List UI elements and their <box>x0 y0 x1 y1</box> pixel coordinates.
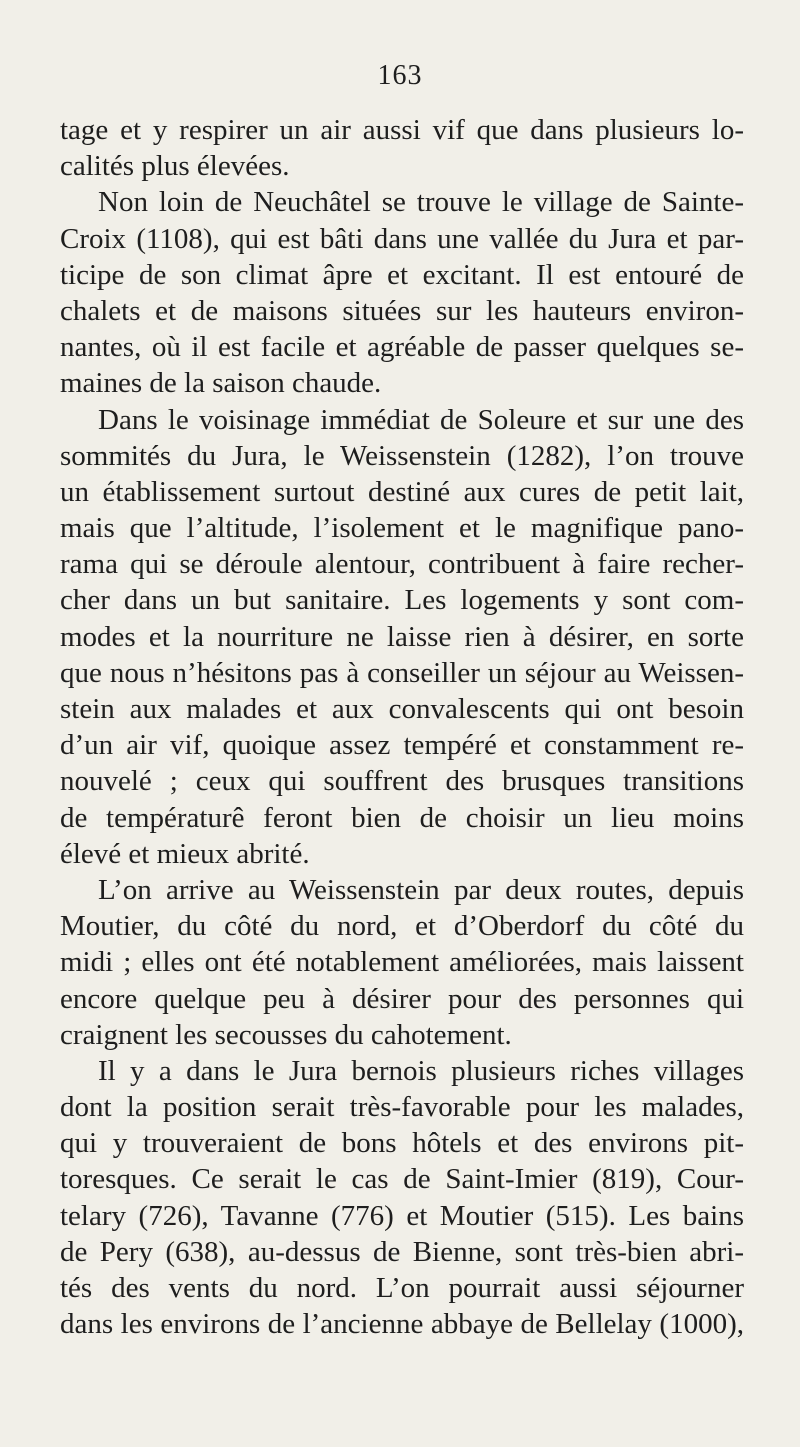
text-line: modes et la nourriture ne laisse rien à désirer, en sorte <box>60 620 744 653</box>
text-line: dont la position serait très-favorable pour les malades, <box>60 1091 744 1124</box>
text-line: un établissement surtout destiné aux cures de petit lait, <box>60 475 744 508</box>
text-line: stein aux malades et aux convalescents qui ont besoin <box>60 693 744 725</box>
text-line: Croix (1108), qui est bâti dans une vallée du Jura et par- <box>60 222 744 255</box>
text-line: telary (726), Tavanne (776) et Moutier (515). Les bains <box>60 1199 744 1232</box>
text-line: Dans le voisinage immédiat de Soleure et sur une des <box>98 403 744 436</box>
text-line: tage et y respirer un air aussi vif que dans plusieurs lo- <box>60 114 744 146</box>
text-line: de Pery (638), au-dessus de Bienne, sont très-bien abri- <box>60 1235 744 1268</box>
text-line: de températurê feront bien de choisir un lieu moins <box>60 801 744 834</box>
text-line: encore quelque peu à désirer pour des personnes qui <box>60 982 744 1015</box>
text-line: sommités du Jura, le Weissenstein (1282), l’on trouve <box>60 439 744 472</box>
text-line: toresques. Ce serait le cas de Saint-Imier (819), Cour- <box>60 1163 744 1196</box>
text-line: mais que l’altitude, l’isolement et le magnifique pano- <box>60 512 744 545</box>
text-line: que nous n’hésitons pas à conseiller un séjour au Weissen- <box>60 656 744 689</box>
text-line: chalets et de maisons situées sur les hauteurs environ- <box>60 294 744 327</box>
text-line: cher dans un but sanitaire. Les logements y sont com- <box>60 584 744 617</box>
text-line: Non loin de Neuchâtel se trouve le village de Sainte- <box>98 186 744 219</box>
text-line: ticipe de son climat âpre et excitant. Il est entouré de <box>60 258 744 291</box>
text-line: Moutier, du côté du nord, et d’Oberdorf du côté du <box>60 910 744 943</box>
body-text <box>60 112 744 1342</box>
text-line: calités plus élevées. <box>60 150 290 183</box>
text-line: tés des vents du nord. L’on pourrait aussi séjourner <box>60 1272 744 1304</box>
text-line: nantes, où il est facile et agréable de passer quelques se- <box>60 331 744 364</box>
text-line: Il y a dans le Jura bernois plusieurs riches villages <box>98 1054 744 1087</box>
text-line: élevé et mieux abrité. <box>60 837 310 870</box>
text-line: maines de la saison chaude. <box>60 367 382 400</box>
page-number: 163 <box>377 60 423 91</box>
text-line: L’on arrive au Weissenstein par deux routes, depuis <box>98 873 744 906</box>
text-line: rama qui se déroule alentour, contribuent à faire recher- <box>60 548 744 581</box>
text-line: craignent les secousses du cahotement. <box>60 1018 512 1051</box>
text-line: nouvelé ; ceux qui souffrent des brusques transitions <box>60 765 744 798</box>
text-line: midi ; elles ont été notablement améliorées, mais laissent <box>60 946 744 979</box>
text-line: qui y trouveraient de bons hôtels et des environs pit- <box>60 1127 744 1160</box>
text-line: dans les environs de l’ancienne abbaye de Bellelay (1000), <box>60 1308 744 1341</box>
text-line: d’un air vif, quoique assez tempéré et constamment re- <box>60 729 744 762</box>
